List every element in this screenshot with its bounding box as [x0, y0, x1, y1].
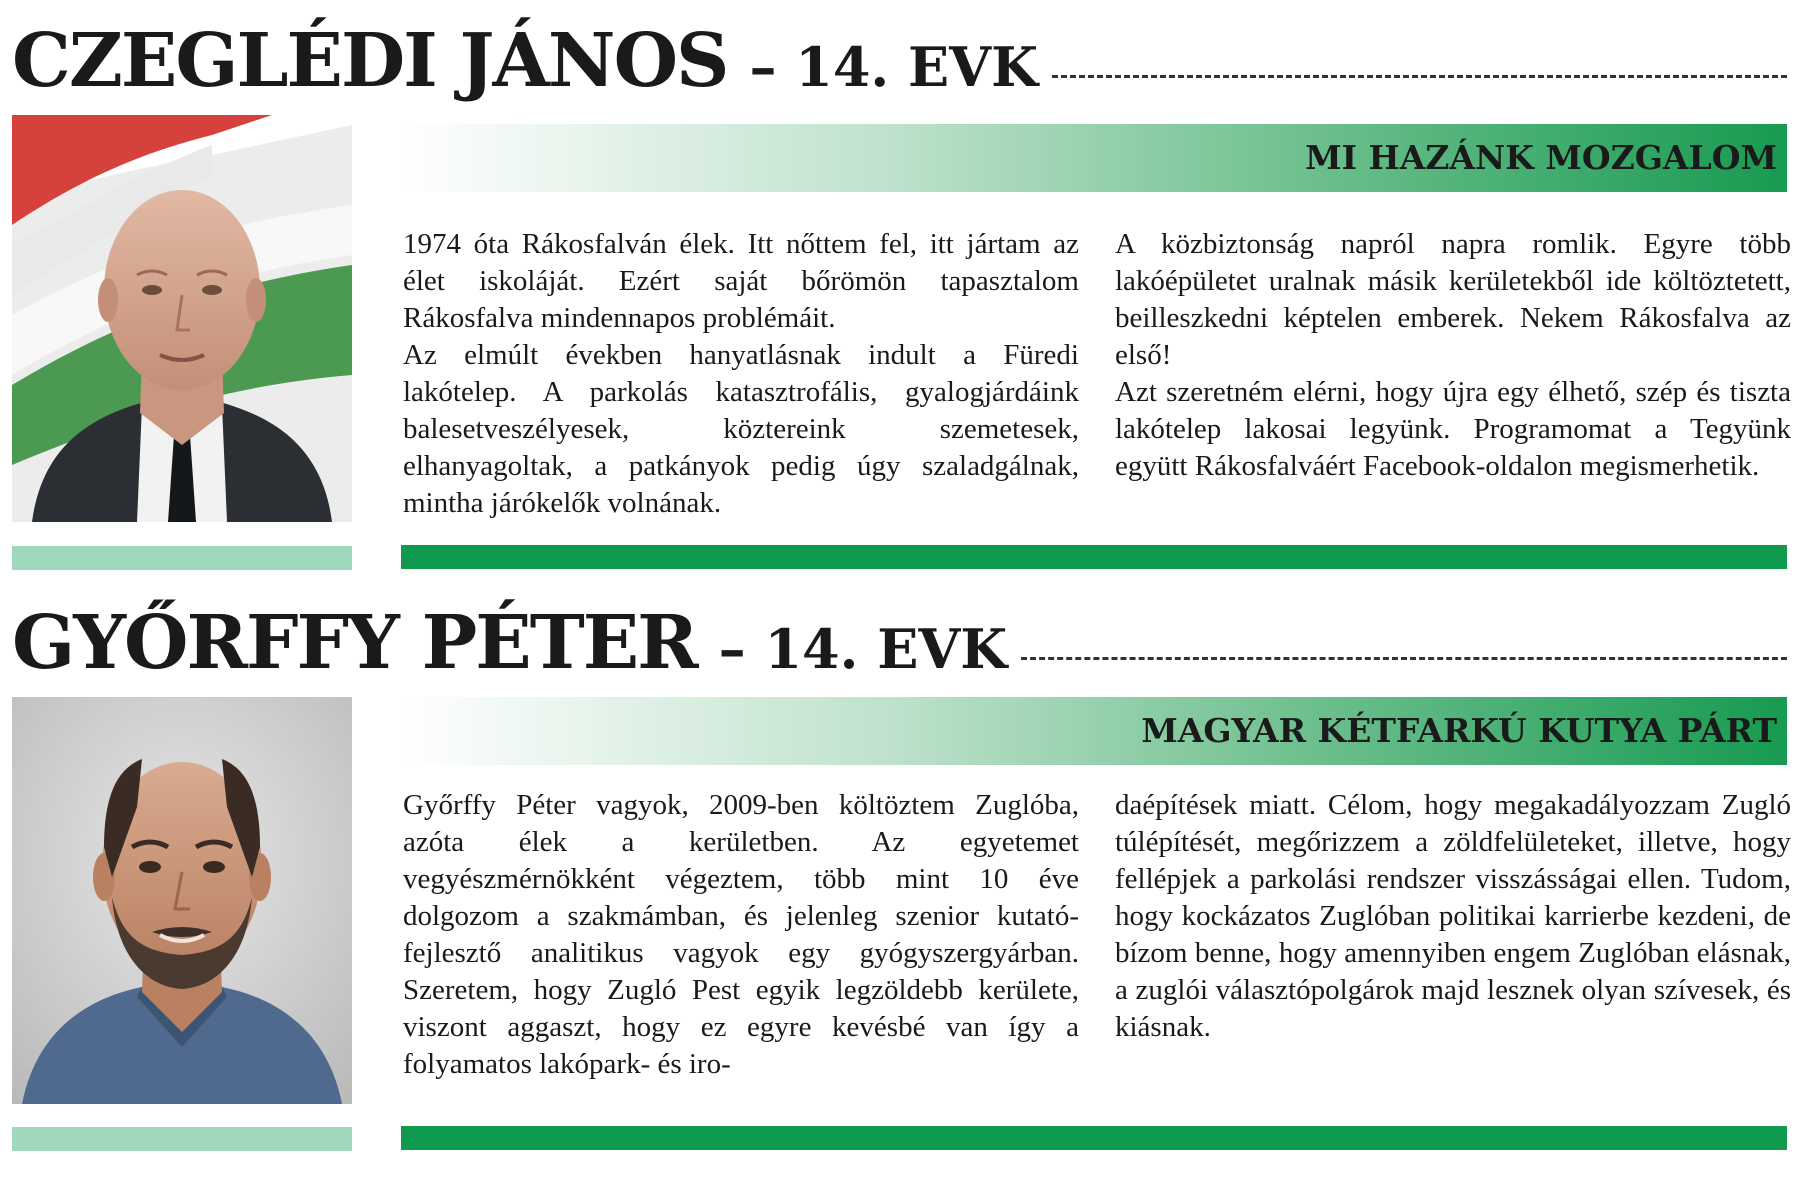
candidate-portrait-icon [12, 115, 352, 522]
candidate-portrait-icon [12, 697, 352, 1104]
candidate-section-1 [0, 0, 1808, 580]
district-label: – 14. EVK [718, 617, 1008, 681]
photo-accent-bar [12, 546, 352, 570]
photo-accent-bar [12, 1127, 352, 1151]
candidate-name: GYŐRFFY PÉTER [12, 600, 697, 686]
candidate-title-row [12, 590, 1787, 686]
bio-paragraph: Győrffy Péter vagyok, 2009-ben költöztem Zuglóba, azóta élek a kerületben. Az egyetemet vegyészmérnökként végeztem, több mint 10 éve dolgozom a szakmámban, és jelenleg szenior kutató-fejlesztő analitikus vagyok egy gyógyszergyárban. Szeretem, hogy Zugló Pest egyik legzöldebb kerülete, viszont aggaszt, hogy ez egyre kevésbé van így a folyamatos lakópark- és iro- [403, 789, 1079, 1080]
candidate-name: CZEGLÉDI JÁNOS [12, 18, 728, 104]
bio-paragraph: Azt szeretném elérni, hogy újra egy élhető, szép és tiszta lakótelep lakosai legyünk. Programomat a Tegyünk együtt Rákosfalváért Facebook-oldalon megismerhetik. [1115, 376, 1791, 482]
title-divider [1021, 657, 1787, 660]
bio-paragraph: A közbiztonság napról napra romlik. Egyre több lakóépületet uralnak másik kerületekből ide költöztetett, beilleszkedni képtelen emberek. Nekem Rákosfalva az első! [1115, 228, 1791, 371]
bio-column-left [403, 226, 1079, 522]
party-name: MI HAZÁNK MOZGALOM [1305, 138, 1777, 177]
section-divider-bar [401, 545, 1787, 569]
section-divider-bar [401, 1126, 1787, 1150]
bio-paragraph: Az elmúlt években hanyatlásnak indult a Füredi lakótelep. A parkolás katasztrofális, gyalogjárdáink balesetveszélyesek, köztereink szemetesek, elhanyagoltak, a patkányok pedig úgy szaladgálnak, mintha járókelők volnának. [403, 339, 1079, 519]
candidate-title-row [12, 8, 1787, 104]
party-banner [401, 124, 1787, 192]
bio-column-left [403, 787, 1079, 1083]
bio-paragraph: daépítések miatt. Célom, hogy megakadályozzam Zugló túlépítését, megőrizzem a zöldfelületeket, illetve, hogy fellépjek a parkolási rendszer visszásságai ellen. Tudom, hogy kockázatos Zuglóban politikai karrierbe kezdeni, de bízom benne, hogy amennyiben engem Zuglóban elásnak, a zuglói választópolgárok majd lesznek olyan szívesek, és kiásnak. [1115, 789, 1791, 1043]
candidate-section-2 [0, 585, 1808, 1186]
bio-column-right [1115, 787, 1791, 1046]
district-label: – 14. EVK [749, 35, 1039, 99]
party-banner [401, 697, 1787, 765]
bio-paragraph: 1974 óta Rákosfalván élek. Itt nőttem fel, itt jártam az élet iskoláját. Ezért saját bőrömön tapasztalom Rákosfalva mindennapos problémáit. [403, 228, 1079, 334]
title-divider [1052, 75, 1787, 78]
party-name: MAGYAR KÉTFARKÚ KUTYA PÁRT [1141, 711, 1777, 750]
bio-column-right [1115, 226, 1791, 485]
